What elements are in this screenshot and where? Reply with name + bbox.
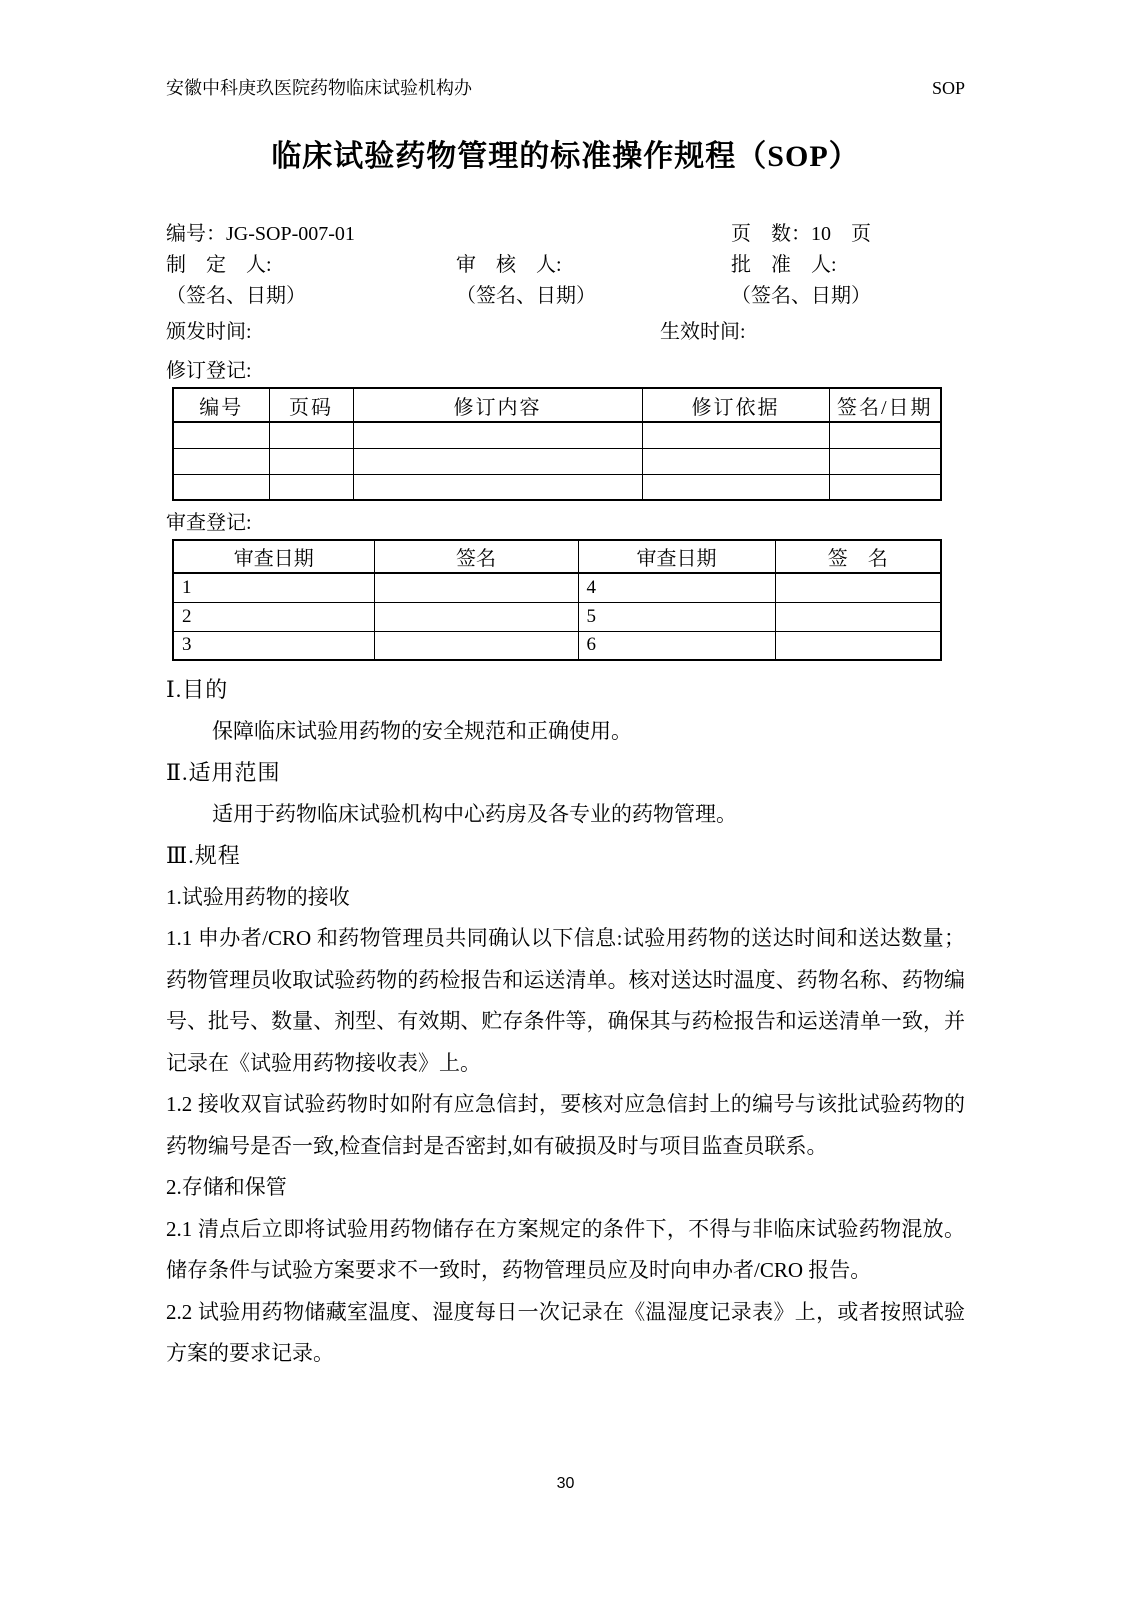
effective-date-label: 生效时间: [660, 321, 746, 343]
paragraph-1-2: 1.2 接收双盲试验药物时如附有应急信封，要核对应急信封上的编号与该批试验药物的药物编号是否一致,检查信封是否密封,如有破损及时与项目监查员联系。 [166, 1092, 965, 1158]
review-cell: 5 [578, 602, 775, 631]
table-row [173, 474, 941, 500]
revision-table-caption: 修订登记: [166, 360, 252, 382]
table-row [173, 422, 941, 448]
review-col-sign-1: 签名 [374, 540, 578, 573]
revision-cell [353, 474, 642, 500]
revision-cell [173, 448, 269, 474]
review-cell: 4 [578, 573, 775, 602]
reviewer-label: 审 核 人: [456, 254, 562, 276]
subsection-1-heading: 1.试验用药物的接收 [166, 884, 350, 909]
revision-cell [829, 448, 941, 474]
doc-number: 编号：JG-SOP-007-01 [166, 223, 355, 245]
meta-row-number [166, 219, 965, 250]
review-cell: 1 [173, 573, 374, 602]
meta-block [166, 219, 965, 348]
review-cell [374, 602, 578, 631]
revision-cell [829, 474, 941, 500]
revision-cell [642, 448, 829, 474]
revision-header-row [173, 388, 941, 422]
review-header-row [173, 540, 941, 573]
review-cell [374, 573, 578, 602]
review-col-sign-2: 签 名 [775, 540, 941, 573]
sign-date-2: （签名、日期） [456, 285, 596, 307]
review-col-date-2: 审查日期 [578, 540, 775, 573]
table-row [173, 602, 941, 631]
review-cell: 2 [173, 602, 374, 631]
header-institution: 安徽中科庚玖医院药物临床试验机构办 [166, 78, 472, 98]
review-cell [775, 602, 941, 631]
paragraph-2-2: 2.2 试验用药物储藏室温度、湿度每日一次记录在《温湿度记录表》上，或者按照试验方案的要求记录。 [166, 1299, 965, 1365]
revision-cell [353, 448, 642, 474]
revision-cell [173, 474, 269, 500]
revision-cell [642, 474, 829, 500]
revision-cell [353, 422, 642, 448]
review-cell [775, 631, 941, 660]
page-title: 临床试验药物管理的标准操作规程（SOP） [271, 140, 860, 173]
revision-cell [269, 448, 353, 474]
sign-date-1: （签名、日期） [166, 285, 306, 307]
section-heading-purpose: Ⅰ.目的 [166, 677, 229, 702]
page-number: 30 [556, 1475, 575, 1492]
revision-col-basis: 修订依据 [642, 388, 829, 422]
revision-cell [269, 422, 353, 448]
review-cell: 3 [173, 631, 374, 660]
review-cell [775, 573, 941, 602]
issue-date-label: 颁发时间: [166, 321, 252, 343]
paragraph-1-1: 1.1 申办者/CRO 和药物管理员共同确认以下信息:试验用药物的送达时间和送达数量；药物管理员收取试验药物的药检报告和运送清单。核对送达时温度、药物名称、药物编号、批号、数量、剂型、有效期、贮存条件等，确保其与药检报告和运送清单一致，并记录在《试验用药物接收表》上。 [166, 926, 965, 1075]
sign-date-3: （签名、日期） [731, 285, 871, 307]
review-col-date-1: 审查日期 [173, 540, 374, 573]
review-table [172, 539, 942, 661]
revision-cell [173, 422, 269, 448]
revision-cell [642, 422, 829, 448]
revision-col-number: 编号 [173, 388, 269, 422]
revision-col-sign: 签名/日期 [829, 388, 941, 422]
header-doc-type: SOP [931, 78, 965, 98]
document-body [166, 669, 965, 1375]
table-row [173, 631, 941, 660]
meta-row-roles [166, 250, 965, 281]
revision-table [172, 387, 942, 501]
approver-label: 批 准 人: [731, 254, 837, 276]
meta-row-signatures [166, 281, 965, 312]
review-cell [374, 631, 578, 660]
page-count: 页 数：10 页 [731, 223, 871, 245]
table-row [173, 573, 941, 602]
section-heading-procedure: Ⅲ.规程 [166, 843, 241, 868]
subsection-2-heading: 2.存储和保管 [166, 1175, 287, 1199]
maker-label: 制 定 人: [166, 254, 272, 276]
revision-cell [269, 474, 353, 500]
revision-cell [829, 422, 941, 448]
running-header [166, 76, 965, 101]
paragraph-scope: 适用于药物临床试验机构中心药房及各专业的药物管理。 [212, 801, 737, 826]
revision-col-content: 修订内容 [353, 388, 642, 422]
paragraph-2-1: 2.1 清点后立即将试验用药物储存在方案规定的条件下，不得与非临床试验药物混放。储存条件与试验方案要求不一致时，药物管理员应及时向申办者/CRO 报告。 [166, 1216, 965, 1282]
review-table-caption: 审查登记: [166, 512, 252, 534]
paragraph-purpose: 保障临床试验用药物的安全规范和正确使用。 [212, 718, 632, 743]
meta-row-times [166, 317, 965, 348]
section-heading-scope: Ⅱ.适用范围 [166, 760, 281, 785]
table-row [173, 448, 941, 474]
review-cell: 6 [578, 631, 775, 660]
revision-col-page: 页码 [269, 388, 353, 422]
